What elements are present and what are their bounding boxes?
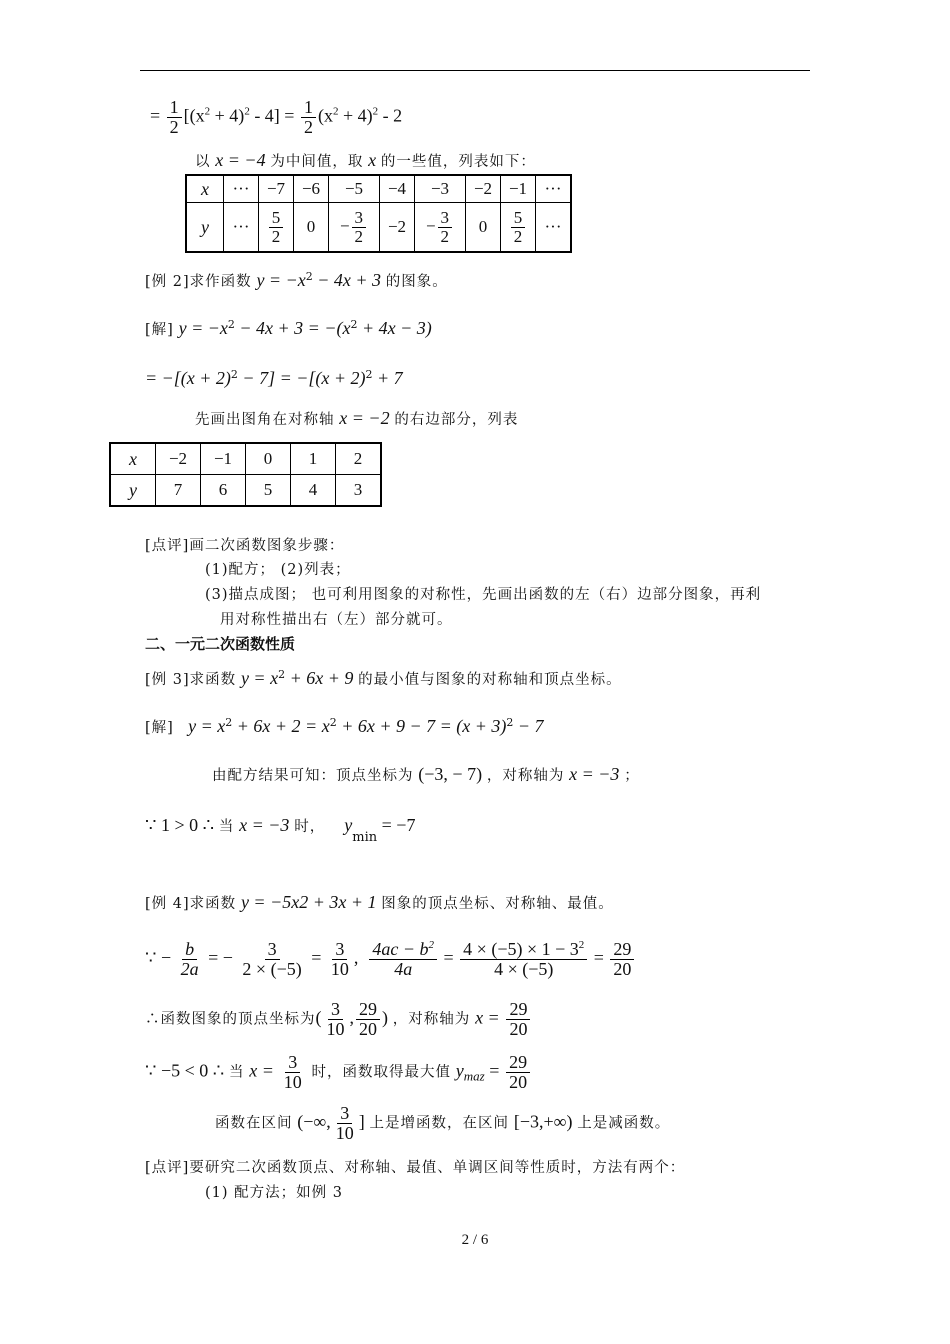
text: 上是增函数，在区间 xyxy=(369,1115,510,1132)
math: ) xyxy=(382,1007,388,1028)
table-cell: −1 xyxy=(201,443,246,475)
solution-label: [解] xyxy=(145,720,174,736)
total-pages: 6 xyxy=(480,1232,489,1248)
page-number xyxy=(0,1232,950,1249)
table-cell: ··· xyxy=(224,175,259,203)
math: y = −5x2 + 3x + 1 xyxy=(240,892,377,912)
denominator: 20 xyxy=(509,1071,528,1092)
text: 以 xyxy=(195,154,211,170)
solution-2-cont xyxy=(145,368,403,389)
table-cell: x xyxy=(186,175,224,203)
math: , xyxy=(353,947,359,968)
text: 由配方结果可知：顶点坐标为 xyxy=(212,768,414,784)
text: ，对称轴为 xyxy=(486,768,565,784)
review-step: (1) 配方法；如例 3 xyxy=(205,1185,343,1201)
section-heading: 二、一元二次函数性质 xyxy=(145,635,296,653)
text: 函数在区间 xyxy=(215,1115,293,1132)
text: 先画出图角在对称轴 xyxy=(195,412,335,428)
math: + 4x − 3) xyxy=(357,318,432,338)
numerator: 4ac − b xyxy=(372,939,429,959)
math: = xyxy=(443,947,454,968)
table-cell: ··· xyxy=(224,203,259,253)
equals-sign: = xyxy=(150,105,161,126)
table-cell xyxy=(259,203,294,253)
expr: + 4) xyxy=(210,105,245,126)
math: = xyxy=(311,947,322,968)
math: ∵ 1 > 0 ∴ xyxy=(145,815,215,835)
denominator: 20 xyxy=(613,958,632,979)
math: y xyxy=(455,1060,464,1081)
table-cell: 0 xyxy=(246,443,291,475)
solution-3 xyxy=(145,716,544,737)
expr: - 4] = xyxy=(249,105,295,126)
denominator: 10 xyxy=(330,958,349,979)
math: y = −x xyxy=(178,318,228,338)
denominator: 4 × (−5) xyxy=(494,958,554,979)
denominator: 2a xyxy=(180,958,199,979)
table-cell: ··· xyxy=(536,203,572,253)
math: + 6x + 9 − 7 = (x + 3) xyxy=(336,716,507,736)
table-cell: 0 xyxy=(466,203,501,253)
text: 当 xyxy=(218,819,235,835)
text: ∴函数图象的顶点坐标为 xyxy=(145,1011,316,1028)
math: ( xyxy=(315,1007,322,1028)
denominator: 10 xyxy=(326,1018,345,1039)
expr: [(x xyxy=(183,105,205,126)
math: y = −x xyxy=(256,270,306,290)
table-cell: 3 xyxy=(336,475,382,507)
text: 上是减函数。 xyxy=(577,1115,671,1132)
table-cell: y xyxy=(186,203,224,253)
table-cell xyxy=(415,203,466,253)
math: x = xyxy=(475,1007,500,1028)
denominator: 4a xyxy=(394,958,413,979)
table-cell: −1 xyxy=(501,175,536,203)
exponent: 2 xyxy=(225,716,233,729)
expr: (x xyxy=(317,105,333,126)
table-cell xyxy=(329,203,380,253)
text: 时，函数取得最大值 xyxy=(311,1064,451,1081)
math: y = x xyxy=(240,668,279,688)
exponent: 2 xyxy=(244,105,250,118)
denominator: 2 xyxy=(440,226,450,246)
review-step: (3)描点成图； 也可利用图象的对称性，先画出函数的左（右）边部分图象，再利 xyxy=(205,587,762,603)
page-separator: / xyxy=(469,1232,481,1248)
numerator: 3 xyxy=(337,1104,352,1124)
math: − 7 xyxy=(513,716,544,736)
math: ∵ − xyxy=(145,947,172,968)
exponent: 2 xyxy=(278,668,286,681)
value-table-1 xyxy=(185,174,572,253)
text: 的一些值，列表如下： xyxy=(380,154,536,170)
expr: - 2 xyxy=(378,105,403,126)
numerator: 1 xyxy=(167,98,182,118)
denominator: 2 xyxy=(354,226,364,246)
numerator: 3 xyxy=(328,1000,343,1020)
fraction xyxy=(333,1104,357,1143)
review-title: [点评]要研究二次函数顶点、对称轴、最值、单调区间等性质时，方法有两个： xyxy=(145,1160,686,1176)
table-cell: −7 xyxy=(259,175,294,203)
numerator: 29 xyxy=(610,940,634,960)
math: x xyxy=(368,150,377,170)
text: 的右边部分，列表 xyxy=(394,412,519,428)
math: x = xyxy=(249,1060,274,1081)
table-cell: 5 xyxy=(246,475,291,507)
example-2 xyxy=(145,270,448,291)
minus-sign: − xyxy=(339,215,350,235)
table-cell: −5 xyxy=(329,175,380,203)
denominator: 2 xyxy=(303,116,313,137)
example-label: [例 2]求作函数 xyxy=(145,274,252,290)
solution-2 xyxy=(145,318,432,339)
numerator: 5 xyxy=(269,209,284,228)
denominator: 10 xyxy=(335,1122,354,1143)
example-4 xyxy=(145,892,614,913)
intro-line xyxy=(195,150,536,171)
fraction xyxy=(239,940,304,979)
value-table-2 xyxy=(109,442,382,507)
text: 当 xyxy=(229,1064,245,1081)
review-step: 用对称性描出右（左）部分就可。 xyxy=(220,612,453,628)
header-rule xyxy=(140,70,810,71)
numerator: b xyxy=(182,940,197,960)
text: 为中间值，取 xyxy=(270,154,364,170)
text: ； xyxy=(624,768,640,784)
table-cell: 2 xyxy=(336,443,382,475)
math: (−3, − 7) xyxy=(418,764,483,784)
math: ] xyxy=(358,1111,365,1132)
draw-instruction xyxy=(195,408,518,429)
fraction xyxy=(281,1053,305,1092)
solution-4-vertex-calc xyxy=(145,940,636,979)
solution-3-vertex xyxy=(212,764,640,785)
review-step: (1)配方； (2)列表； xyxy=(205,562,351,578)
text: 图象的顶点坐标、对称轴、最值。 xyxy=(381,896,614,912)
current-page: 2 xyxy=(461,1232,470,1248)
table-cell: −2 xyxy=(380,203,415,253)
table-cell: ··· xyxy=(536,175,572,203)
table-cell: 1 xyxy=(291,443,336,475)
fraction xyxy=(301,98,316,137)
math: y xyxy=(344,815,353,835)
exponent: 2 xyxy=(506,716,514,729)
solution-label: [解] xyxy=(145,322,174,338)
exponent: 2 xyxy=(365,368,373,381)
fraction xyxy=(352,209,367,246)
math: x = −2 xyxy=(339,408,390,428)
solution-4-vertex xyxy=(145,1000,532,1039)
solution-3-min xyxy=(145,815,416,845)
numerator: 3 xyxy=(352,209,367,228)
numerator: 3 xyxy=(265,940,280,960)
math: y = x xyxy=(188,716,226,736)
fraction xyxy=(506,1053,530,1092)
denominator: 20 xyxy=(359,1018,377,1039)
denominator: 2 xyxy=(513,226,523,246)
text: 的图象。 xyxy=(385,274,448,290)
fraction xyxy=(328,940,352,979)
table-cell: −3 xyxy=(415,175,466,203)
math: = xyxy=(484,1060,500,1081)
subscript: min xyxy=(352,830,378,845)
math: , xyxy=(349,1007,354,1028)
table-cell: x xyxy=(110,443,156,475)
numerator: 29 xyxy=(506,1000,530,1020)
numerator: 29 xyxy=(356,1000,380,1020)
math: [−3,+∞) xyxy=(513,1111,573,1132)
math: + 6x + 2 = x xyxy=(232,716,330,736)
exponent: 2 xyxy=(372,105,379,118)
fraction xyxy=(506,1000,530,1039)
denominator: 20 xyxy=(509,1018,528,1039)
fraction xyxy=(369,940,437,979)
numerator: 5 xyxy=(511,209,526,228)
math: = xyxy=(593,947,604,968)
denominator: 2 xyxy=(169,116,179,137)
review-title: [点评]画二次函数图象步骤： xyxy=(145,538,345,554)
numerator: 4 × (−5) × 1 − 3 xyxy=(463,939,579,959)
math: + 7 xyxy=(372,368,403,388)
math: x = −3 xyxy=(569,764,620,784)
fraction xyxy=(269,209,284,246)
table-cell: −2 xyxy=(466,175,501,203)
numerator: 3 xyxy=(438,209,453,228)
table-cell: y xyxy=(110,475,156,507)
math: = −7 xyxy=(377,815,416,835)
fraction xyxy=(610,940,634,979)
text: ，对称轴为 xyxy=(392,1011,471,1028)
table-cell: 6 xyxy=(201,475,246,507)
fraction xyxy=(460,940,587,979)
example-3 xyxy=(145,668,622,689)
denominator: 2 × (−5) xyxy=(242,958,302,979)
math: (−∞, xyxy=(297,1111,331,1132)
table-cell xyxy=(501,203,536,253)
numerator: 1 xyxy=(301,98,316,118)
exponent: 2 xyxy=(332,105,339,118)
math: − 4x + 3 xyxy=(312,270,382,290)
exponent: 2 xyxy=(350,318,358,331)
table-cell: −6 xyxy=(294,175,329,203)
table-cell: 4 xyxy=(291,475,336,507)
math: + 6x + 9 xyxy=(285,668,354,688)
table-cell: −4 xyxy=(380,175,415,203)
denominator: 2 xyxy=(271,226,281,246)
minus-sign: − xyxy=(425,215,436,235)
table-cell: 7 xyxy=(156,475,201,507)
math: = − xyxy=(208,947,233,968)
fraction xyxy=(356,1000,380,1039)
text: 的最小值与图象的对称轴和顶点坐标。 xyxy=(358,672,622,688)
numerator: 3 xyxy=(332,940,347,960)
text: 时， xyxy=(294,819,326,835)
fraction xyxy=(511,209,526,246)
math: ∵ −5 < 0 ∴ xyxy=(145,1060,225,1081)
exponent: 2 xyxy=(230,368,238,381)
subscript: maz xyxy=(463,1068,485,1084)
numerator: 29 xyxy=(506,1053,530,1073)
example-label: [例 3]求函数 xyxy=(145,672,237,688)
math: − 7] = −[(x + 2) xyxy=(237,368,366,388)
denominator: 10 xyxy=(283,1071,302,1092)
exponent: 2 xyxy=(329,716,337,729)
table-cell: 0 xyxy=(294,203,329,253)
math: = −[(x + 2) xyxy=(145,368,231,388)
exponent: 2 xyxy=(578,939,585,951)
fraction xyxy=(324,1000,348,1039)
exponent: 2 xyxy=(204,105,211,118)
math: − 4x + 3 = −(x xyxy=(234,318,351,338)
exponent: 2 xyxy=(428,939,435,951)
solution-4-max xyxy=(145,1053,532,1092)
exponent: 2 xyxy=(227,318,235,331)
fraction xyxy=(178,940,202,979)
numerator: 3 xyxy=(285,1053,300,1073)
formula-line-1 xyxy=(150,98,402,137)
fraction xyxy=(438,209,453,246)
exponent: 2 xyxy=(305,270,313,283)
fraction xyxy=(167,98,182,137)
math: x = −4 xyxy=(215,150,266,170)
solution-4-monotonic xyxy=(215,1104,670,1143)
example-label: [例 4]求函数 xyxy=(145,896,237,912)
expr: + 4) xyxy=(338,105,373,126)
math: x = −3 xyxy=(239,815,290,835)
table-cell: −2 xyxy=(156,443,201,475)
